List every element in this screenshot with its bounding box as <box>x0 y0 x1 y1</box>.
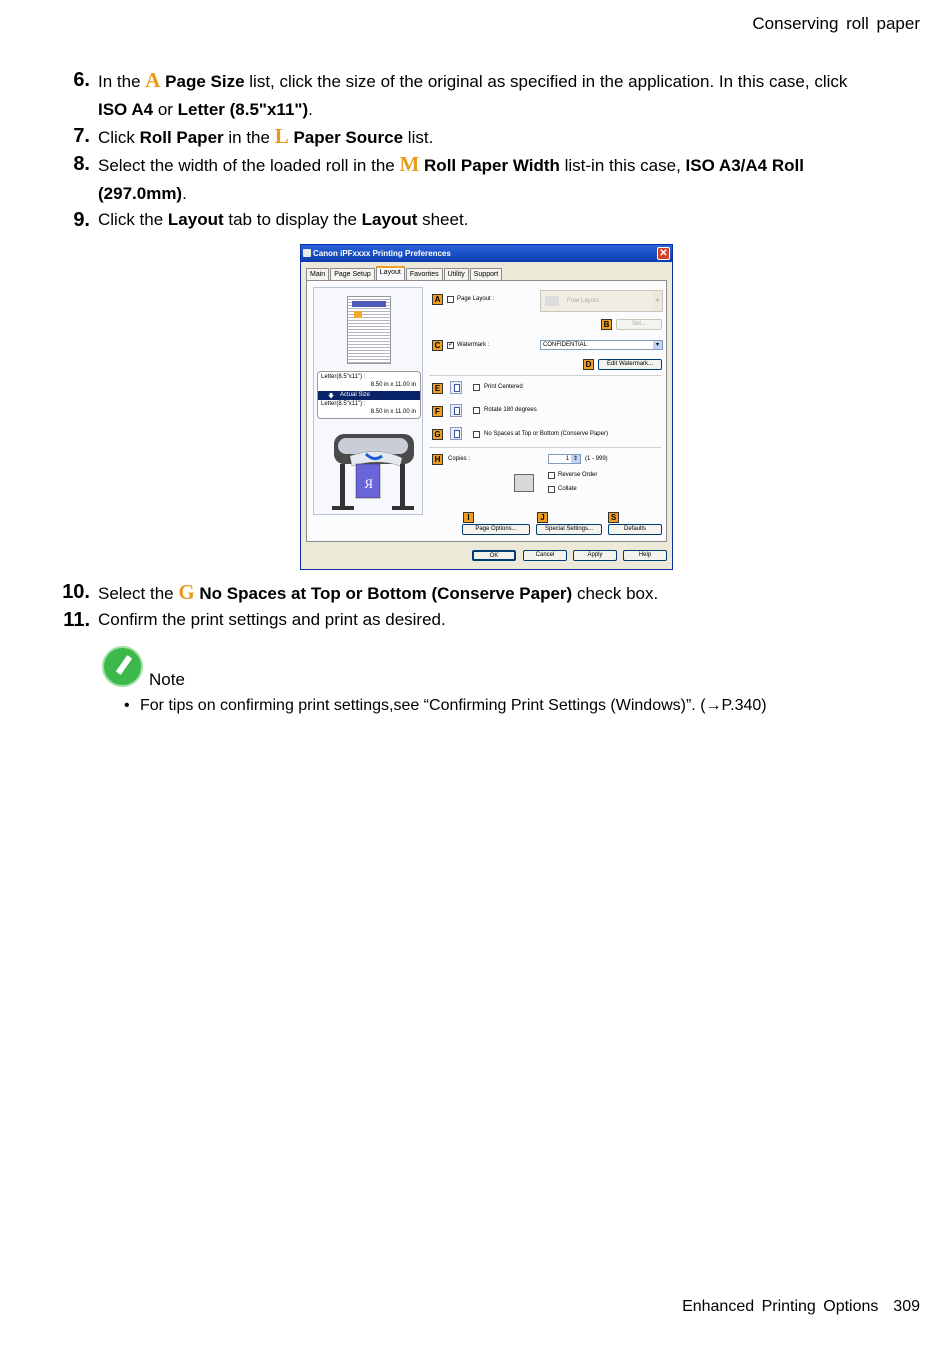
callout-c: C <box>432 340 443 351</box>
no-spaces-label: No Spaces at Top or Bottom (Conserve Paper) <box>484 431 608 437</box>
collate-checkbox[interactable] <box>548 486 555 493</box>
size-line-3: Letter(8.5"x11") : <box>321 401 366 407</box>
print-centered-checkbox[interactable] <box>473 384 480 391</box>
watermark-value: CONFIDENTIAL <box>543 342 588 348</box>
callout-key: M <box>399 152 420 176</box>
copies-value: 1 <box>565 456 569 462</box>
watermark-checkbox[interactable] <box>447 342 454 349</box>
special-settings-button[interactable]: Special Settings... <box>536 524 602 535</box>
no-spaces-checkbox[interactable] <box>473 431 480 438</box>
page-number: 309 <box>893 1298 920 1315</box>
tab-main[interactable]: Main <box>306 268 329 280</box>
step-text: Click the Layout tab to display the Layout sheet. <box>98 210 469 229</box>
rotate-icon <box>450 404 462 417</box>
callout-h: H <box>432 454 443 465</box>
note-title: Note <box>149 670 185 689</box>
close-icon[interactable]: ✕ <box>657 247 670 260</box>
size-info-box <box>317 371 421 419</box>
page-layout-combo[interactable] <box>540 290 663 312</box>
thumbnail-header-bar <box>352 301 386 307</box>
step-number: 9. <box>73 209 90 231</box>
defaults-button[interactable]: Defaults <box>608 524 662 535</box>
page-footer <box>682 1298 920 1316</box>
callout-g: G <box>432 429 443 440</box>
actual-size-row <box>318 391 420 400</box>
print-centered-icon <box>450 381 462 394</box>
tab-support[interactable]: Support <box>470 268 503 280</box>
reverse-order-checkbox[interactable] <box>548 472 555 479</box>
step-number: 8. <box>73 153 90 175</box>
divider <box>429 447 661 448</box>
cancel-button[interactable]: Cancel <box>523 550 567 561</box>
tab-layout[interactable]: Layout <box>376 266 405 282</box>
size-line-4: 8.50 in x 11.00 in <box>370 409 416 415</box>
spin-arrows-icon[interactable]: ⇕ <box>572 456 579 462</box>
apply-button[interactable]: Apply <box>573 550 617 561</box>
note-text: For tips on confirming print settings,see “Confirming Print Settings (Windows)”. (→P.340) <box>140 697 767 714</box>
layout-sheet <box>306 280 667 542</box>
copies-range: (1 - 999) <box>585 456 608 462</box>
callout-f: F <box>432 406 443 417</box>
step-number: 10. <box>62 581 90 603</box>
page-options-button[interactable]: Page Options... <box>462 524 530 535</box>
preview-glyph: R <box>364 476 373 491</box>
callout-key: L <box>274 124 289 148</box>
printer-illustration <box>328 428 418 516</box>
copies-label: Copies : <box>448 456 471 462</box>
page-layout-checkbox[interactable] <box>447 296 454 303</box>
step-text: Confirm the print settings and print as desired. <box>98 610 446 629</box>
page-header: Conserving roll paper <box>752 14 920 33</box>
watermark-combo[interactable] <box>540 340 663 350</box>
callout-key: A <box>145 68 161 92</box>
printer-icon <box>303 249 311 257</box>
note-pencil-icon <box>102 646 143 687</box>
dialog-titlebar <box>301 245 672 262</box>
copies-stack-icon <box>514 474 534 492</box>
help-button[interactable]: Help <box>623 550 667 561</box>
dialog-title: Canon iPFxxxx Printing Preferences <box>313 249 451 258</box>
callout-key: G <box>178 580 195 604</box>
footer-section: Enhanced Printing Options <box>682 1298 879 1315</box>
callout-j: J <box>537 512 548 523</box>
callout-i: I <box>463 512 474 523</box>
page-layout-value: Free Layout <box>567 298 600 304</box>
ok-button[interactable]: OK <box>472 550 516 561</box>
tab-page-setup[interactable]: Page Setup <box>330 268 375 280</box>
copies-spinner[interactable] <box>548 454 581 464</box>
conserve-paper-icon <box>450 427 462 440</box>
print-centered-label: Print Centered <box>484 384 523 390</box>
callout-b: B <box>601 319 612 330</box>
callout-s: S <box>608 512 619 523</box>
reverse-order-label: Reverse Order <box>558 472 598 478</box>
actual-size-label: Actual Size <box>340 392 371 398</box>
divider <box>429 375 661 376</box>
callout-a: A <box>432 294 443 305</box>
set-button[interactable]: Set... <box>616 319 662 330</box>
page-thumbnail <box>347 296 391 364</box>
layout-thumb-icon <box>545 296 559 306</box>
tab-strip <box>306 268 503 280</box>
page-layout-label: Page Layout : <box>457 296 495 302</box>
tab-favorites[interactable]: Favorites <box>406 268 443 280</box>
callout-e: E <box>432 383 443 394</box>
rotate-180-label: Rotate 180 degrees <box>484 407 537 413</box>
down-arrow-icon: 🡇 <box>328 394 335 400</box>
chevron-down-icon: ▾ <box>653 291 662 311</box>
callout-d: D <box>583 359 594 370</box>
step-text: Click Roll Paper in the L Paper Source list. <box>98 124 434 148</box>
tab-utility[interactable]: Utility <box>444 268 469 280</box>
thumbnail-image <box>354 311 362 318</box>
step-text: Select the width of the loaded roll in the M Roll Paper Width list-in this case, ISO A3/A4 Roll (297.0mm). <box>98 152 804 203</box>
rotate-180-checkbox[interactable] <box>473 407 480 414</box>
collate-label: Collate <box>558 486 577 492</box>
size-line-1: Letter(8.5"x11") : <box>321 374 366 380</box>
chevron-down-icon: ▾ <box>653 341 662 349</box>
bullet-dot: • <box>124 697 130 714</box>
step-text: In the A Page Size list, click the size of the original as specified in the application. In this case, click ISO A4 or Letter (8.5"x11"). <box>98 68 848 119</box>
edit-watermark-button[interactable]: Edit Watermark... <box>598 359 662 370</box>
size-line-2: 8.50 in x 11.00 in <box>370 382 416 388</box>
watermark-label: Watermark : <box>457 342 490 348</box>
step-number: 6. <box>73 69 90 91</box>
step-text: Select the G No Spaces at Top or Bottom (Conserve Paper) check box. <box>98 580 659 604</box>
settings-preview <box>313 287 423 515</box>
printing-preferences-dialog <box>300 244 673 570</box>
step-number: 7. <box>73 125 90 147</box>
step-number: 11. <box>63 609 90 631</box>
